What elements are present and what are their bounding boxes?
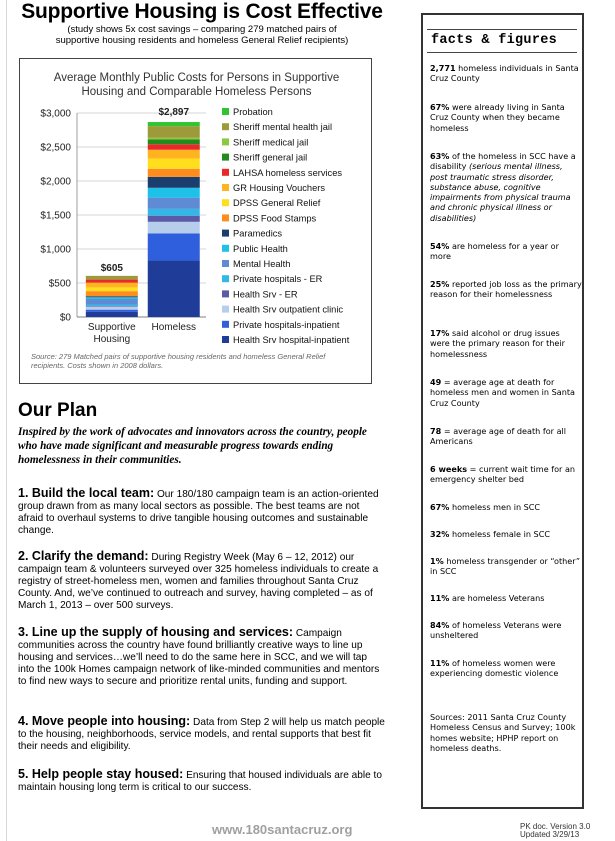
footer-doc-version xyxy=(520,823,590,839)
fact-text: said alcohol or drug issues were the primary reason for their homelessness xyxy=(430,328,565,359)
fact-text: of homeless women were experiencing domestic violence xyxy=(430,658,559,679)
bar-segment xyxy=(148,216,200,222)
y-tick-label: $1,000 xyxy=(40,244,71,256)
legend-label: Private hospitals - ER xyxy=(233,274,323,285)
subtitle-line: supportive housing residents and homeless General Relief recipients) xyxy=(55,35,349,46)
subtitle-line: (study shows 5x cost savings – comparing 279 matched pairs of xyxy=(67,24,337,35)
fact-figure: 49 xyxy=(430,377,442,387)
legend-swatch xyxy=(222,306,229,313)
bar-segment xyxy=(148,209,200,216)
legend-swatch xyxy=(222,260,229,267)
step-body: Data from Step 2 will help us match people to the housing, neighborhoods, service models, and rental supports that best fit their needs and eligibility. xyxy=(18,717,385,752)
step-body: During Registry Week (May 6 – 12, 2012) our campaign team & volunteers surveyed over 325 homeless individuals to create a registry of street-homeless men, women and families throughout Santa Cruz County. And, we’ve continued to outreach and survey, having completed – as of March 1, 2013 – over 500 surveys. xyxy=(18,552,379,611)
fact-text: homeless men in SCC xyxy=(449,502,541,512)
fact-item xyxy=(430,426,582,447)
bar-segment xyxy=(86,287,138,291)
legend-swatch xyxy=(222,290,229,297)
fact-text: homeless transgender or “other” in SCC xyxy=(430,556,581,577)
y-tick-label: $1,500 xyxy=(40,210,71,222)
bar-segment xyxy=(148,222,200,234)
cost-chart xyxy=(19,58,372,384)
fact-item xyxy=(430,620,582,641)
doc-updated-line: Updated 3/29/13 xyxy=(520,830,580,839)
legend-swatch xyxy=(222,336,229,343)
chart-title-line: Average Monthly Public Costs for Persons in Supportive xyxy=(53,72,340,84)
bar-segment xyxy=(86,276,138,280)
bar-segment xyxy=(148,159,200,169)
fact-figure: 1% xyxy=(430,556,444,566)
fact-figure: 6 weeks xyxy=(430,464,468,474)
fact-figure: 67% xyxy=(430,102,450,112)
legend-swatch xyxy=(222,169,229,176)
legend-swatch xyxy=(222,154,229,161)
fact-item xyxy=(430,63,582,84)
bar-total-label: $2,897 xyxy=(158,107,190,119)
bar-segment xyxy=(148,188,200,198)
bar-segment xyxy=(148,138,200,140)
plan-step xyxy=(18,550,386,612)
legend-label: Sheriff medical jail xyxy=(233,137,309,148)
bar-segment xyxy=(86,280,138,283)
x-category-label: Housing xyxy=(93,334,131,345)
fact-text: reported job loss as the primary reason for their homelessness xyxy=(430,279,582,300)
bar-segment xyxy=(86,297,138,299)
y-tick-label: $2,500 xyxy=(40,142,71,154)
fact-text: = average age at death for homeless men and women in Santa Cruz County xyxy=(430,377,575,408)
bar-segment xyxy=(86,306,138,307)
legend-label: Public Health xyxy=(233,243,288,254)
legend-swatch xyxy=(222,245,229,252)
legend-label: Sheriff general jail xyxy=(233,152,308,163)
fact-item xyxy=(430,556,582,577)
legend-label: Health Srv hospital-inpatient xyxy=(233,335,350,345)
fact-text: homeless female in SCC xyxy=(449,529,550,539)
legend-swatch xyxy=(222,230,229,237)
x-category-label: Supportive xyxy=(87,322,136,333)
step-body: Our 180/180 campaign team is an action-oriented group drawn from as many local sectors as possible. The best teams are not afraid to overhaul systems to drive tangible housing outcomes and sustainable change. xyxy=(18,489,379,536)
fact-figure: 2,771 xyxy=(430,63,456,73)
legend-swatch xyxy=(222,275,229,282)
legend-label: Paramedics xyxy=(233,228,283,239)
sources-note xyxy=(430,712,582,753)
fact-text: = average age of death for all Americans xyxy=(430,426,567,447)
bar-segment xyxy=(148,126,200,138)
fact-item xyxy=(430,151,582,223)
legend-label: Sheriff mental health jail xyxy=(233,122,333,133)
fact-text: = current wait time for an emergency shelter bed xyxy=(430,464,576,485)
bar-segment xyxy=(148,150,200,159)
fact-item xyxy=(430,658,582,679)
step-heading: 3. Line up the supply of housing and services: xyxy=(18,625,294,639)
legend-label: Health Srv outpatient clinic xyxy=(233,304,344,315)
bar-segment xyxy=(86,310,138,312)
fact-figure: 17% xyxy=(430,328,450,338)
bar-segment xyxy=(148,144,200,149)
legend-swatch xyxy=(222,123,229,130)
plan-heading: Our Plan xyxy=(18,400,98,421)
plan-step xyxy=(18,768,386,794)
fact-item xyxy=(430,102,582,133)
fact-text: Sources: 2011 Santa Cruz County Homeless Census and Survey; 100k homes website; HPHP report on homeless deaths. xyxy=(430,712,576,753)
fact-text: were already living in Santa Cruz County when they became homeless xyxy=(430,102,565,133)
fact-item xyxy=(430,328,582,359)
fact-figure: 32% xyxy=(430,529,450,539)
bar-segment xyxy=(148,140,200,145)
fact-figure: 84% xyxy=(430,620,450,630)
bar-segment xyxy=(86,307,138,310)
legend-label: Probation xyxy=(233,107,273,117)
bar-segment xyxy=(86,291,138,296)
bar-segment xyxy=(86,312,138,317)
fact-figure: 54% xyxy=(430,241,450,251)
fact-item xyxy=(430,464,582,485)
fact-figure: 11% xyxy=(430,593,450,603)
legend-swatch xyxy=(222,199,229,206)
legend-label: DPSS Food Stamps xyxy=(233,213,317,224)
fact-detail: (serious mental illness, post traumatic stress disorder, substance abuse, cognitive impairments from physical trauma and chronic physical illness or disabilities) xyxy=(430,161,571,223)
plan-step xyxy=(18,487,386,537)
facts-sidebar xyxy=(421,13,584,809)
fact-text: are homeless for a year or more xyxy=(430,241,559,262)
legend-label: Health Srv - ER xyxy=(233,289,298,300)
y-tick-label: $3,000 xyxy=(40,108,71,120)
legend-swatch xyxy=(222,184,229,191)
page-edge-line xyxy=(6,0,7,841)
legend-swatch xyxy=(222,321,229,328)
step-heading: 1. Build the local team: xyxy=(18,486,155,500)
fact-text: of homeless Veterans were unsheltered xyxy=(430,620,562,641)
legend-swatch xyxy=(222,108,229,115)
x-category-label: Homeless xyxy=(151,322,196,333)
fact-item xyxy=(430,502,582,512)
legend-label: Mental Health xyxy=(233,259,291,269)
fact-item xyxy=(430,241,582,262)
chart-title-line: Housing and Comparable Homeless Persons xyxy=(81,86,312,98)
bar-segment xyxy=(148,261,200,317)
bar-segment xyxy=(148,198,200,209)
bar-segment xyxy=(148,169,200,177)
fact-text: homeless individuals in Santa Cruz County xyxy=(430,63,579,84)
y-tick-label: $0 xyxy=(59,312,71,324)
step-heading: 2. Clarify the demand: xyxy=(18,549,149,563)
fact-text: are homeless Veterans xyxy=(449,593,545,603)
fact-figure: 78 xyxy=(430,426,442,436)
legend-label: DPSS General Relief xyxy=(233,198,321,209)
bar-segment xyxy=(148,233,200,260)
facts-heading: facts & figures xyxy=(431,33,558,48)
bar-segment xyxy=(148,122,200,126)
page-subtitle xyxy=(17,24,387,46)
bar-segment xyxy=(148,177,200,188)
fact-figure: 25% xyxy=(430,279,450,289)
fact-item xyxy=(430,529,582,539)
legend-label: Private hospitals-inpatient xyxy=(233,319,340,330)
bar-segment xyxy=(86,305,138,306)
legend-swatch xyxy=(222,214,229,221)
legend-label: GR Housing Vouchers xyxy=(233,183,325,193)
plan-step xyxy=(18,715,386,753)
y-tick-label: $500 xyxy=(48,278,71,290)
fact-item xyxy=(430,593,582,603)
legend-label: LAHSA homeless services xyxy=(233,167,343,178)
y-tick-label: $2,000 xyxy=(40,176,71,188)
fact-item xyxy=(430,377,582,408)
plan-intro: Inspired by the work of advocates and innovators across the country, people who have made significant and measurable progress towards ending homelessness in their communities. xyxy=(18,426,367,466)
bar-segment xyxy=(86,283,138,288)
step-body: Ensuring that housed individuals are able to maintain housing long term is critical to our success. xyxy=(18,770,382,793)
page-title: Supportive Housing is Cost Effective xyxy=(21,0,383,23)
plan-step xyxy=(18,626,386,688)
bar-total-label: $605 xyxy=(100,262,123,274)
fact-text: of the homeless in SCC have a disability xyxy=(430,151,576,172)
fact-figure: 67% xyxy=(430,502,450,512)
bar-segment xyxy=(86,299,138,305)
chart-source-note: Source: 279 Matched pairs of supportive housing residents and homeless General Relief recipients. Costs shown in 2008 dollars. xyxy=(31,352,326,370)
step-heading: 4. Move people into housing: xyxy=(18,714,191,728)
doc-version-line: PK doc. Version 3.0 xyxy=(520,822,591,831)
fact-figure: 63% xyxy=(430,151,450,161)
chart-plot xyxy=(20,59,371,383)
fact-item xyxy=(430,279,582,300)
legend-swatch xyxy=(222,138,229,145)
bar-segment xyxy=(86,296,138,297)
fact-figure: 11% xyxy=(430,658,450,668)
facts-heading-rule xyxy=(427,29,577,53)
footer-website-link[interactable]: www.180santacruz.org xyxy=(212,822,353,837)
step-body: Campaign communities across the country have found brilliantly creative ways to line up housing and services…we’ll need to do the same here in SCC, and we will tap into the 100k Homes campaign network of like-minded communities and mentors to find new ways to secure and prioritize rental units, funding and support. xyxy=(18,628,380,687)
step-heading: 5. Help people stay housed: xyxy=(18,767,184,781)
